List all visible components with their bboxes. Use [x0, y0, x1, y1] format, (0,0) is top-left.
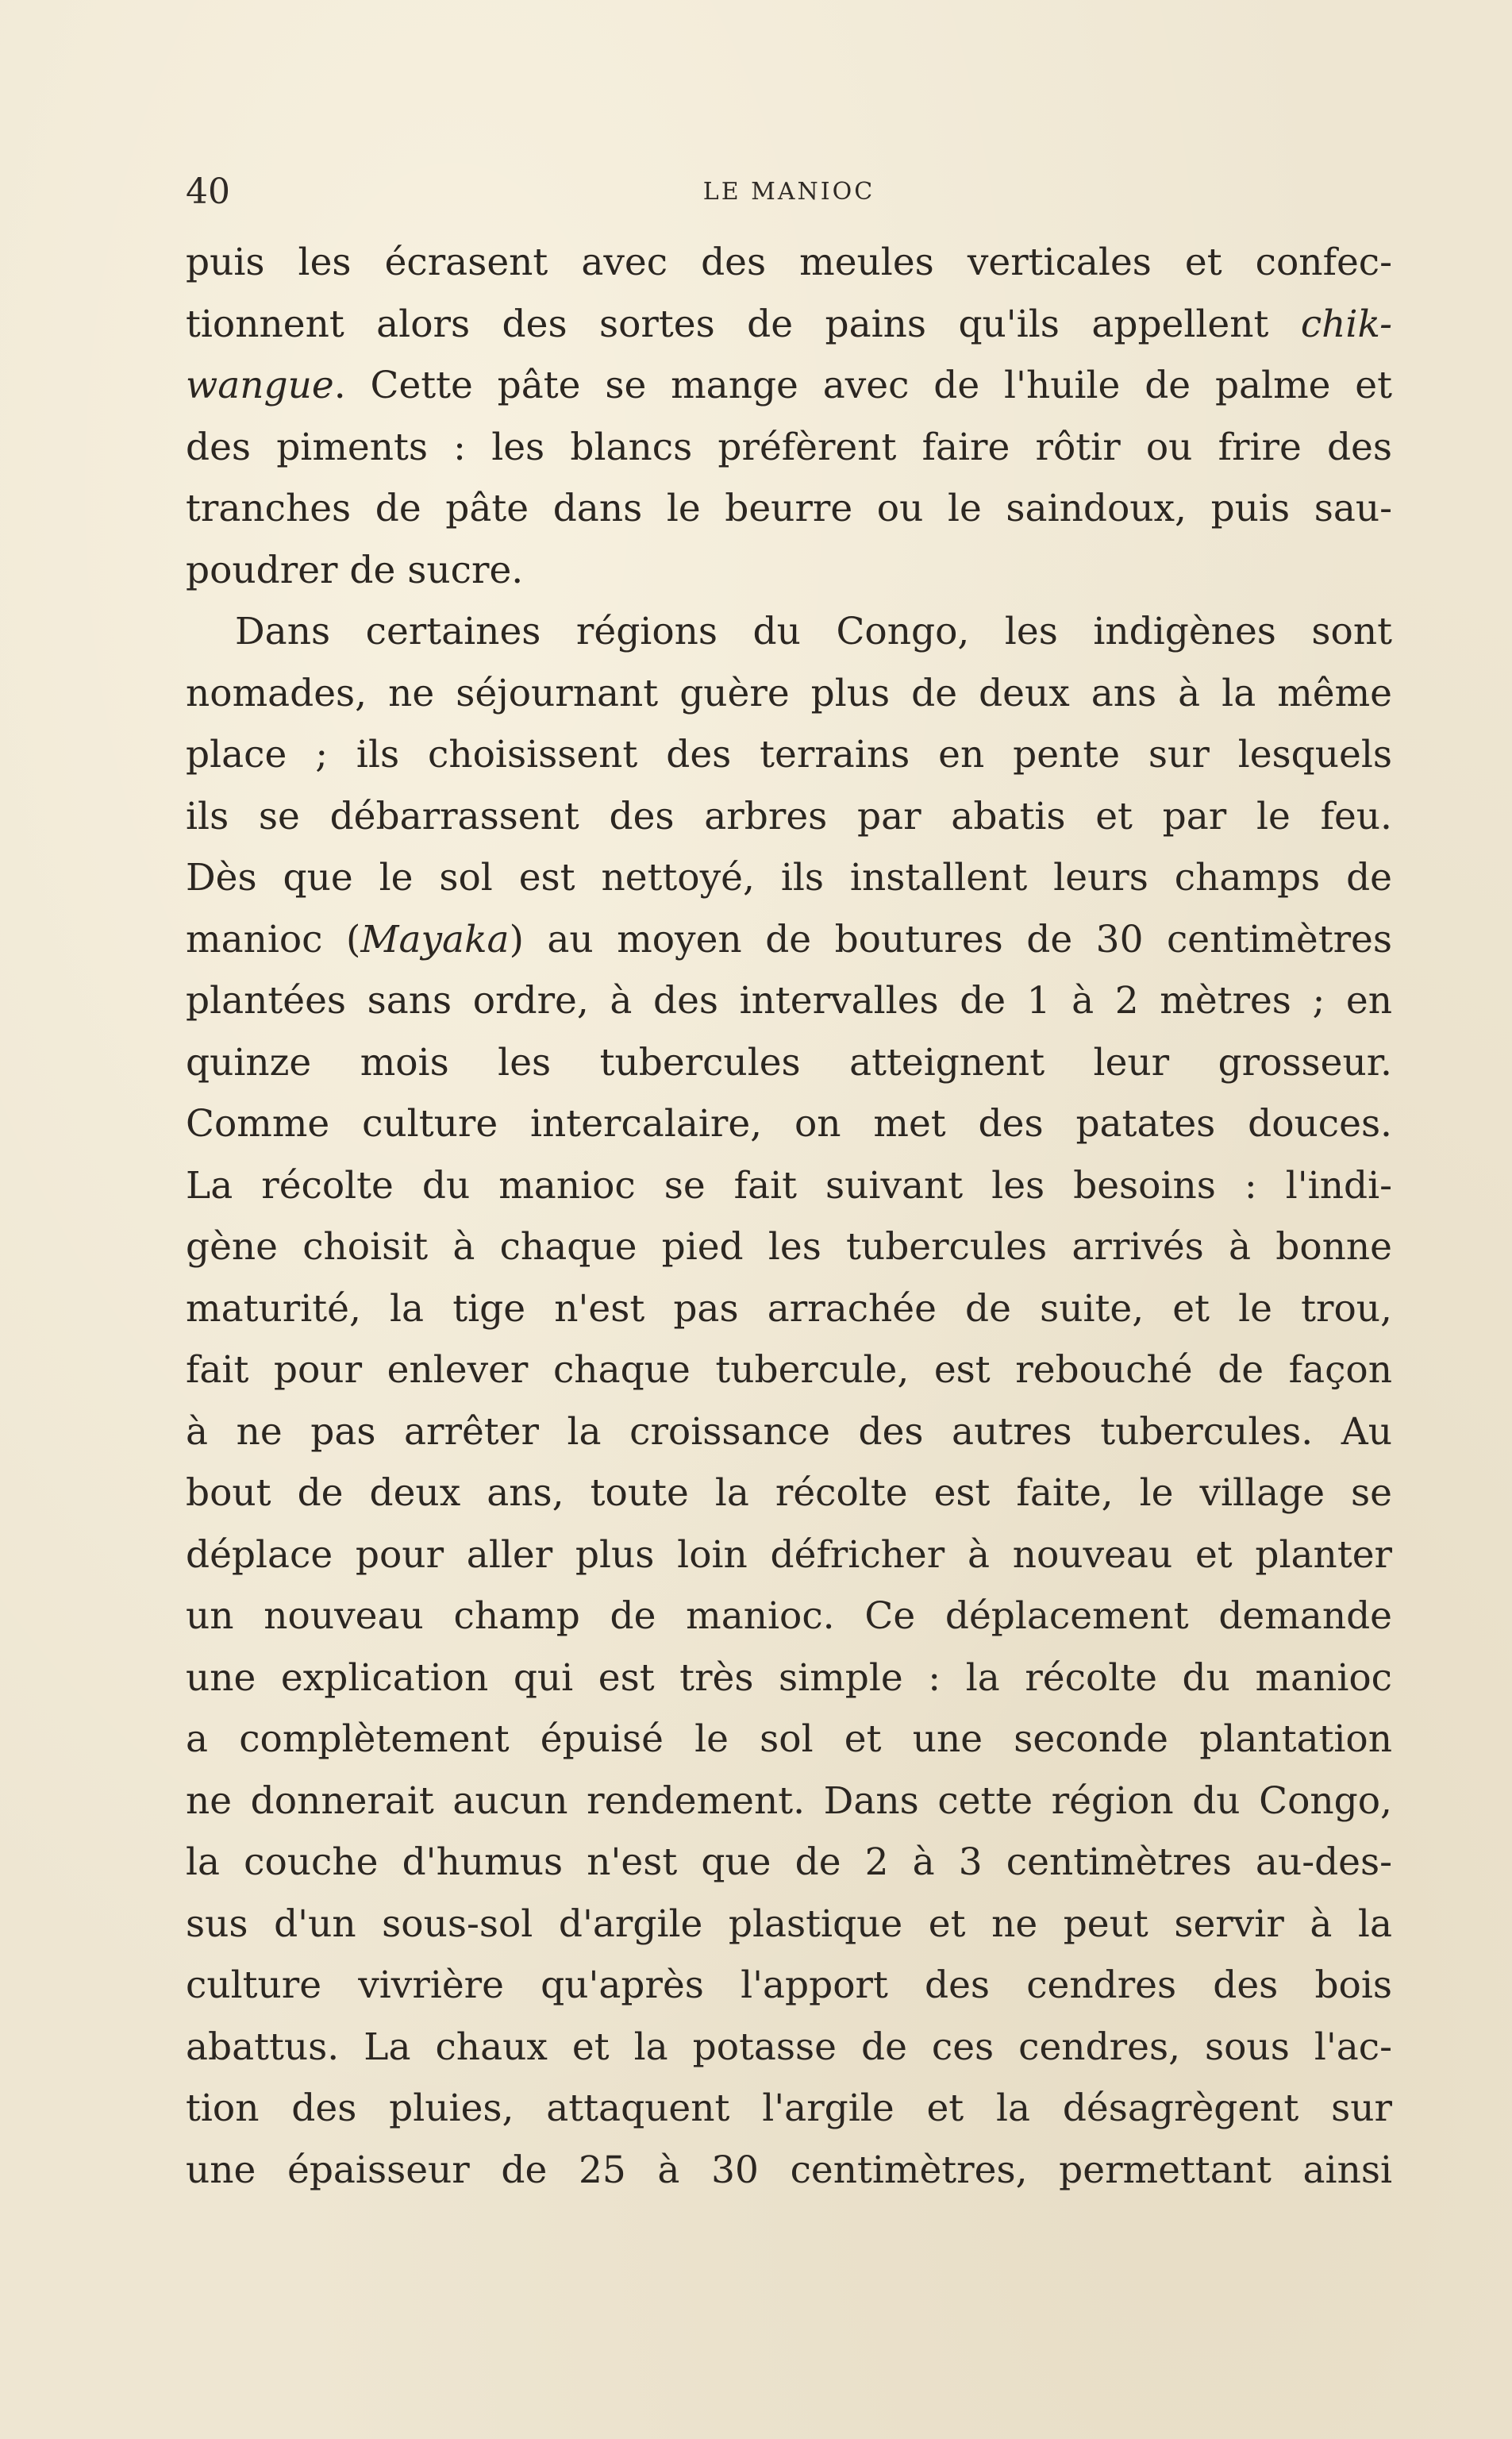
text-line: plantées sans ordre, à des intervalles de 1 à 2 mètres ; en [186, 979, 1392, 1023]
text-line: manioc (Mayaka) au moyen de boutures de 30 centimètres [186, 917, 1392, 961]
text-line: Comme culture intercalaire, on met des patates douces. [186, 1102, 1392, 1146]
text-line: Dès que le sol est nettoyé, ils installent leurs champs de [186, 856, 1392, 900]
text-line: des piments : les blancs préfèrent faire rôtir ou frire des [186, 425, 1392, 469]
text-line: tranches de pâte dans le beurre ou le saindoux, puis sau- [186, 487, 1392, 530]
body-text [186, 232, 1392, 2201]
text-line: wangue. Cette pâte se mange avec de l'huile de palme et [186, 364, 1392, 407]
text-line: la couche d'humus n'est que de 2 à 3 centimètres au-des- [186, 1840, 1392, 1884]
text-line: tionnent alors des sortes de pains qu'ils appellent chik- [186, 302, 1392, 346]
italic-term: chik- [1300, 302, 1392, 346]
text-line: nomades, ne séjournant guère plus de deux ans à la même [186, 671, 1392, 715]
text-line: quinze mois les tubercules atteignent leur grosseur. [186, 1040, 1392, 1085]
text-line: fait pour enlever chaque tubercule, est rebouché de façon [186, 1348, 1392, 1392]
running-title: LE MANIOC [702, 178, 875, 206]
text-line: a complètement épuisé le sol et une seconde plantation [186, 1717, 1392, 1761]
italic-term: Mayaka [360, 917, 510, 961]
text-line: une explication qui est très simple : la récolte du manioc [186, 1655, 1392, 1700]
text-line: bout de deux ans, toute la récolte est faite, le village se [186, 1471, 1392, 1515]
text-line: poudrer de sucre. [186, 548, 524, 592]
text-line: déplace pour aller plus loin défricher à nouveau et planter [186, 1532, 1392, 1577]
italic-term: wangue [186, 364, 334, 407]
text-line: abattus. La chaux et la potasse de ces cendres, sous l'ac- [186, 2025, 1392, 2069]
paragraph-start: Dans certaines régions du Congo, les indigènes sont [235, 610, 1392, 653]
page-header [186, 168, 1392, 224]
text-line: une épaisseur de 25 à 30 centimètres, permettant ainsi [186, 2148, 1392, 2192]
text-line: gène choisit à chaque pied les tubercules arrivés à bonne [186, 1225, 1392, 1269]
text-line: tion des pluies, attaquent l'argile et la désagrègent sur [186, 2086, 1392, 2130]
text-line: à ne pas arrêter la croissance des autres tubercules. Au [186, 1409, 1392, 1454]
text-line: puis les écrasent avec des meules verticales et confec- [186, 241, 1392, 284]
text-line: place ; ils choisissent des terrains en pente sur lesquels [186, 733, 1392, 776]
text-line: La récolte du manioc se fait suivant les besoins : l'indi- [186, 1163, 1392, 1208]
text-line: ne donnerait aucun rendement. Dans cette région du Congo, [186, 1778, 1392, 1823]
page-number: 40 [186, 171, 230, 212]
text-line: un nouveau champ de manioc. Ce déplacement demande [186, 1594, 1392, 1638]
text-line: culture vivrière qu'après l'apport des cendres des bois [186, 1963, 1392, 2007]
text-line: sus d'un sous-sol d'argile plastique et ne peut servir à la [186, 1901, 1392, 1946]
text-line: ils se débarrassent des arbres par abatis et par le feu. [186, 794, 1392, 838]
text-line: maturité, la tige n'est pas arrachée de suite, et le trou, [186, 1286, 1392, 1331]
